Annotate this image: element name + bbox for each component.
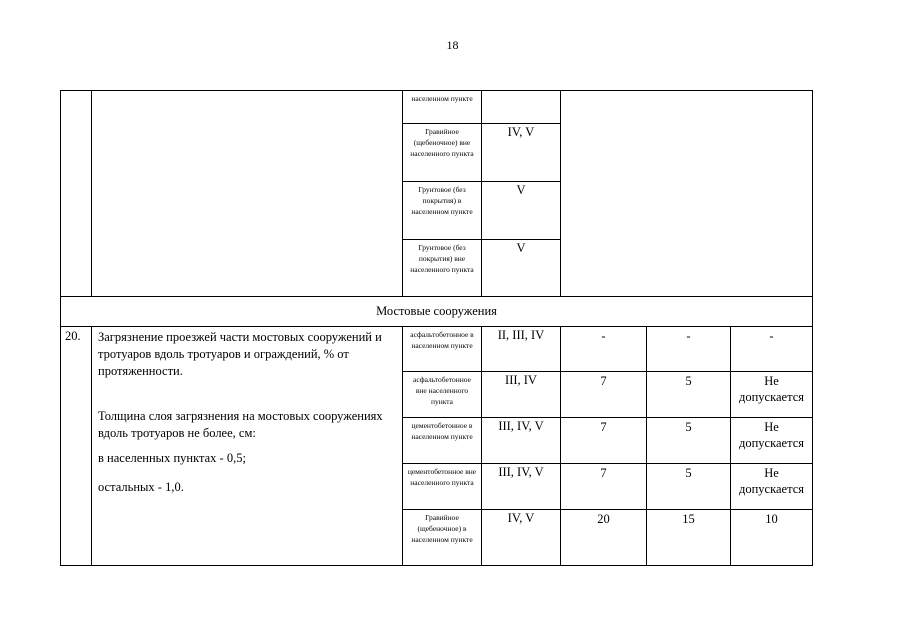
value-cell-3: - [731, 327, 813, 372]
value-cell-2: 5 [647, 464, 731, 510]
others-text: остальных - 1,0. [98, 480, 184, 494]
value-cell-3: Не допускается [731, 372, 813, 418]
surface-type-cell: асфальтобетонное вне населенного пункта [403, 372, 482, 418]
section-title: Мостовые сооружения [61, 297, 813, 327]
value-cell-2: 5 [647, 418, 731, 464]
settlements-text: в населенных пунктах - 0,5; [98, 451, 246, 465]
value-cell-3: Не допускается [731, 418, 813, 464]
page-number: 18 [446, 38, 459, 52]
category-cell: V [482, 182, 561, 240]
surface-type-cell: Гравийное (щебеночное) вне населенного пункта [403, 124, 482, 182]
surface-type-cell: асфальтобетонное в населенном пункте [403, 327, 482, 372]
value-cell-1: 7 [561, 418, 647, 464]
surface-type-cell: Грунтовое (без покрытия) вне населенного пункта [403, 240, 482, 297]
value-cell-1: 20 [561, 510, 647, 566]
table-row [61, 327, 813, 372]
surface-type-cell: цементобетонное в населенном пункте [403, 418, 482, 464]
number-cell-empty [61, 91, 92, 297]
category-cell: II, III, IV [482, 327, 561, 372]
requirements-table [60, 90, 813, 566]
surface-type-cell: цементобетонное вне населенного пункта [403, 464, 482, 510]
description-text: Загрязнение проезжей части мостовых сооружений и тротуаров вдоль тротуаров и ограждений, % от протяженности. [98, 330, 382, 378]
values-cell-empty [561, 91, 813, 297]
value-cell-1: 7 [561, 372, 647, 418]
category-cell: III, IV, V [482, 464, 561, 510]
section-row [61, 297, 813, 327]
item-description [92, 327, 403, 566]
surface-type-cell: населенном пункте [403, 91, 482, 124]
category-cell: IV, V [482, 124, 561, 182]
table-row [61, 91, 813, 124]
value-cell-1: - [561, 327, 647, 372]
value-cell-1: 7 [561, 464, 647, 510]
thickness-text: Толщина слоя загрязнения на мостовых сооружениях вдоль тротуаров не более, см: [98, 409, 383, 440]
category-cell: III, IV, V [482, 418, 561, 464]
category-cell: IV, V [482, 510, 561, 566]
category-cell: III, IV [482, 372, 561, 418]
surface-type-cell: Гравийное (щебеночное) в населенном пункте [403, 510, 482, 566]
surface-type-cell: Грунтовое (без покрытия) в населенном пункте [403, 182, 482, 240]
value-cell-3: 10 [731, 510, 813, 566]
value-cell-2: - [647, 327, 731, 372]
item-number: 20. [61, 327, 92, 566]
value-cell-2: 15 [647, 510, 731, 566]
value-cell-2: 5 [647, 372, 731, 418]
value-cell-3: Не допускается [731, 464, 813, 510]
category-cell: V [482, 240, 561, 297]
category-cell [482, 91, 561, 124]
description-cell-empty [92, 91, 403, 297]
